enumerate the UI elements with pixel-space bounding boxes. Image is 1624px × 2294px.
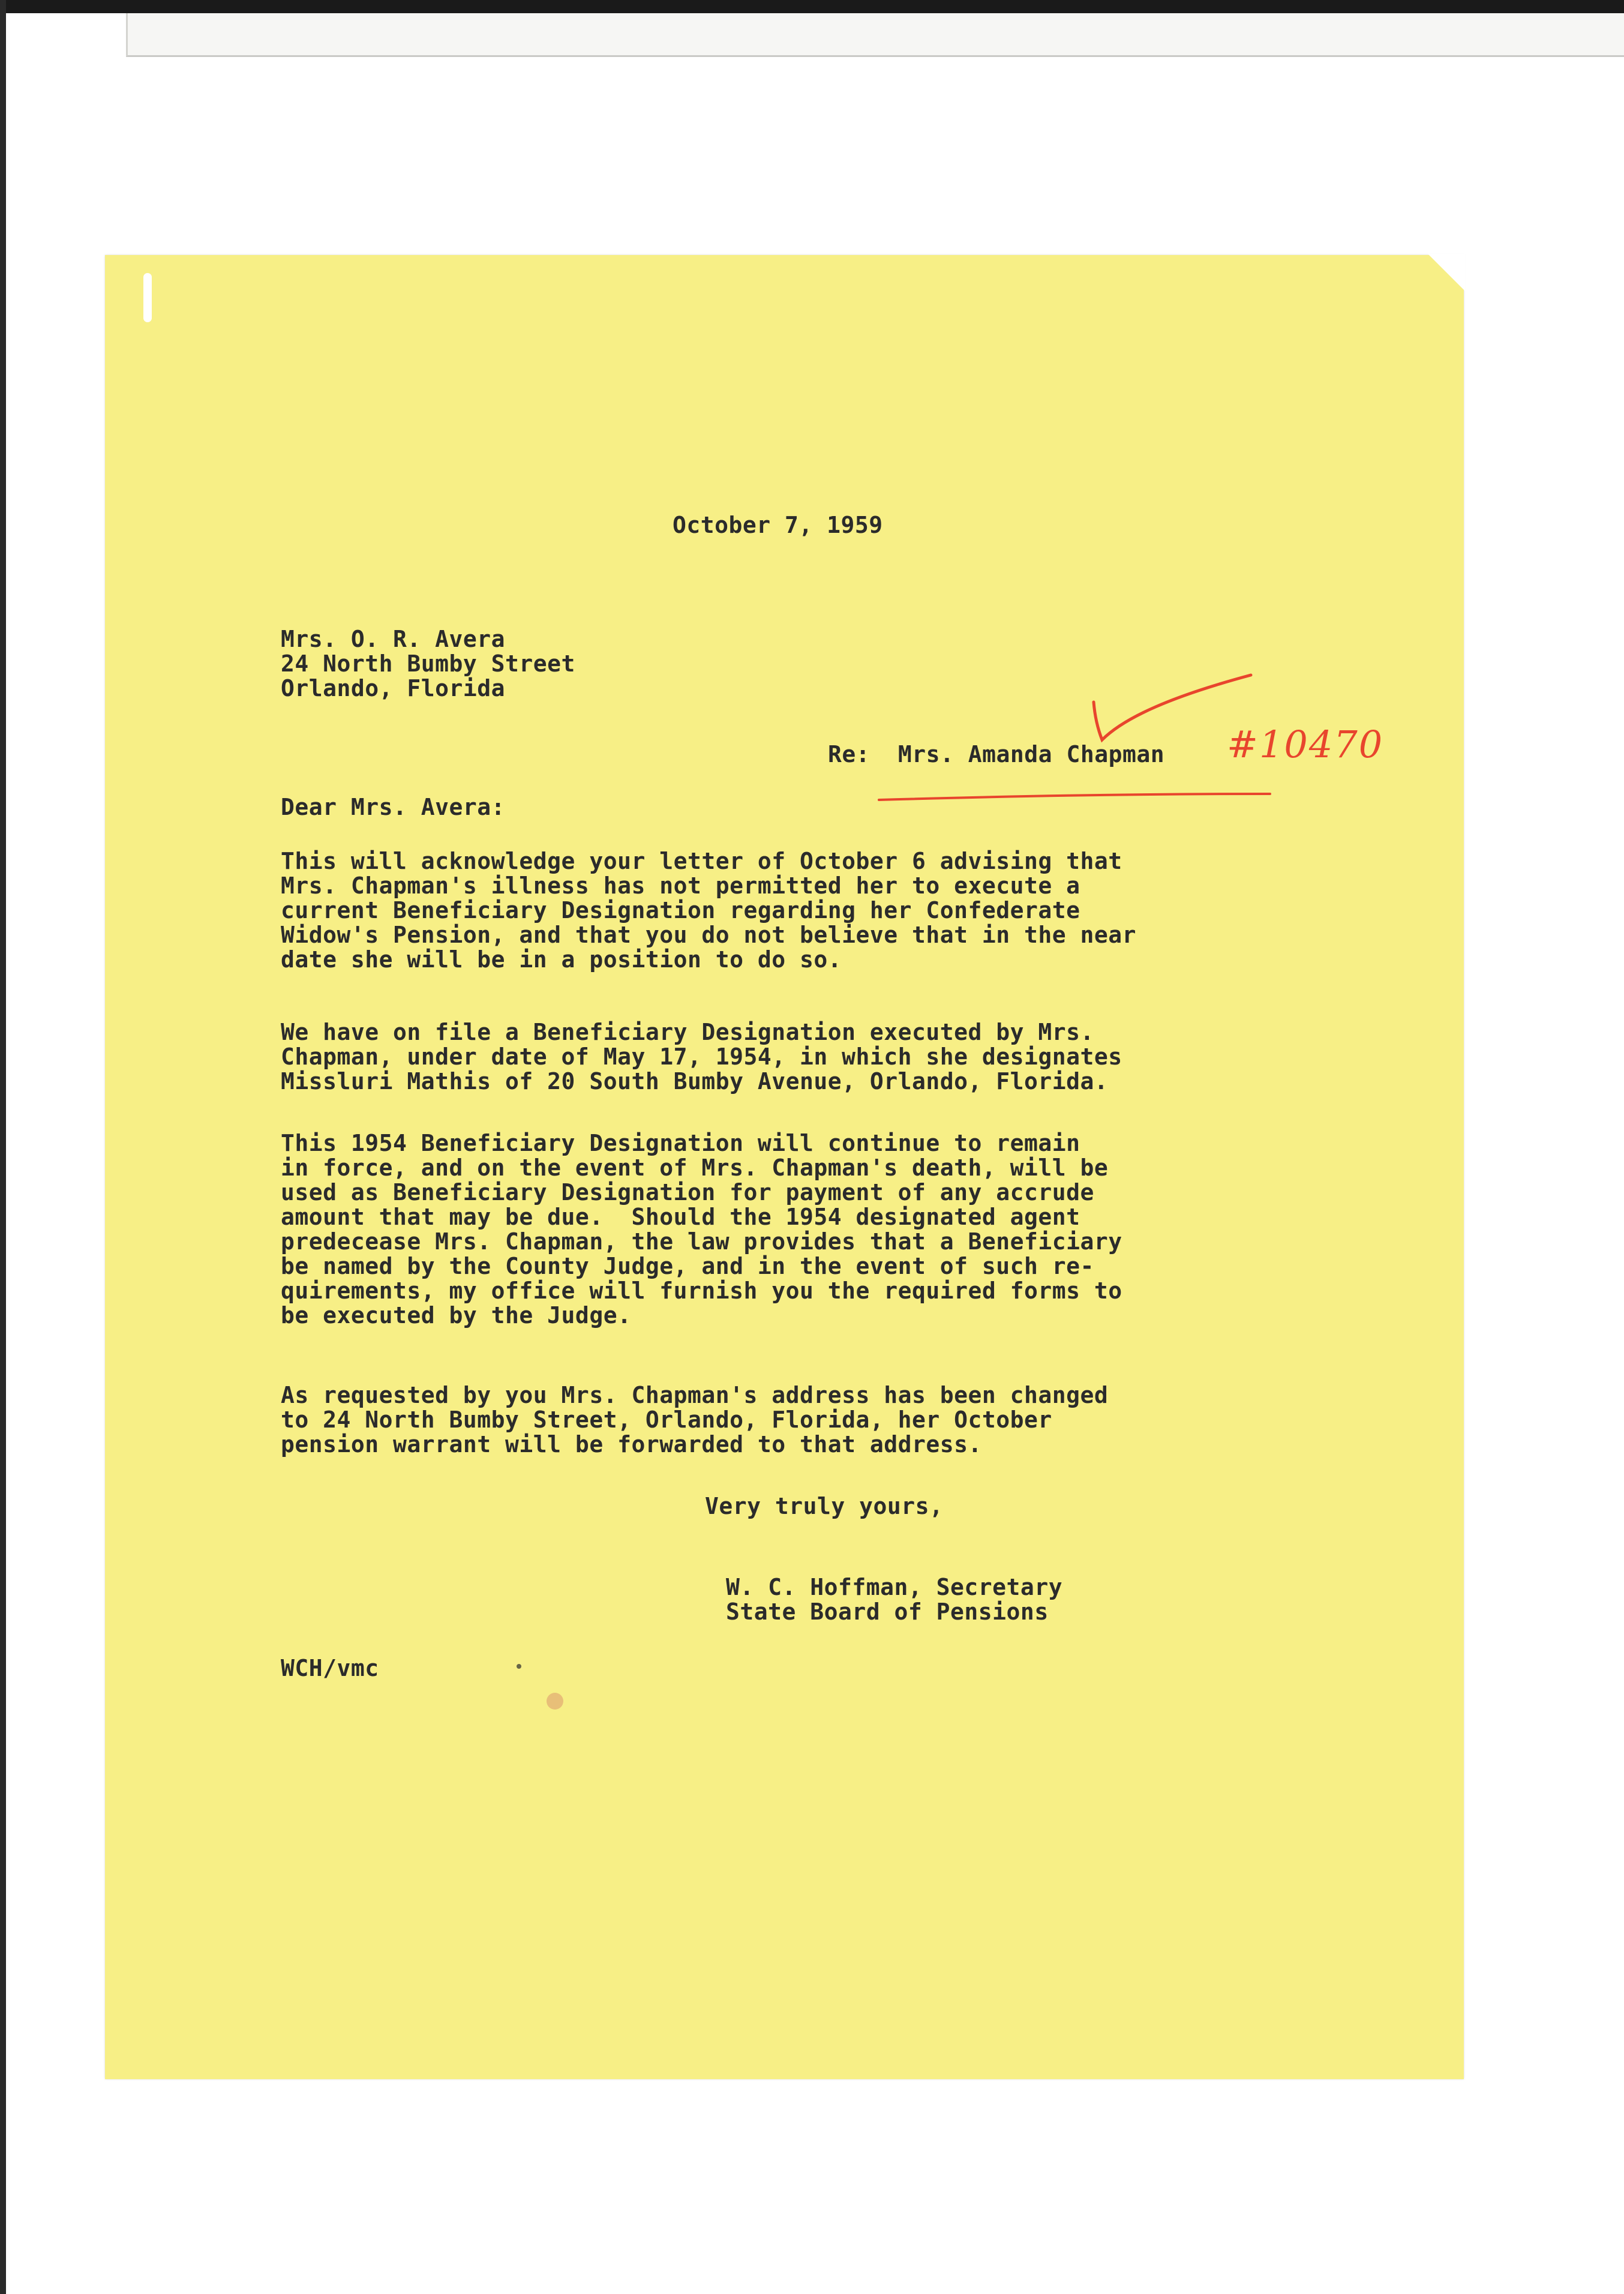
paragraph-1: This will acknowledge your letter of October 6 advising that Mrs. Chapman's illness has not permitted her to execute a current Beneficiary Designation regarding her Confederate Widow's Pension, and that you do not believe that in the near date she will be in a position to do so. [281, 848, 1137, 973]
recipient-city: Orlando, Florida [281, 675, 506, 701]
scanner-edge-left [0, 0, 6, 2294]
re-line [828, 742, 1164, 767]
letter-body [105, 255, 1464, 2079]
closing: Very truly yours, [705, 1493, 944, 1519]
scanner-edge-top [0, 0, 1624, 13]
signer-name: W. C. Hoffman, Secretary [726, 1574, 1063, 1600]
recipient-street: 24 North Bumby Street [281, 650, 575, 677]
signer-org: State Board of Pensions [726, 1599, 1049, 1625]
scanner-paper-strip [126, 13, 1624, 57]
re-subject: Mrs. Amanda Chapman [897, 741, 1165, 767]
letter-sheet [105, 255, 1464, 2079]
re-label: Re: [828, 741, 870, 767]
paragraph-3: This 1954 Beneficiary Designation will continue to remain in force, and on the event of Mrs. Chapman's death, will be used as Beneficiary Designation for payment of any accrude amount that may be due. Should the 1954 designated agent predecease Mrs. Chapman, the law provides that a Beneficiary be named by the County Judge, and in the event of such re- quirements, my office will furnish you the required forms to be executed by the Judge. [281, 1130, 1122, 1329]
recipient-name: Mrs. O. R. Avera [281, 626, 506, 652]
paragraph-2: We have on file a Beneficiary Designation executed by Mrs. Chapman, under date of May 17, 1954, in which she designates Missluri Mathis of 20 South Bumby Avenue, Orlando, Florida. [281, 1019, 1122, 1094]
typist-initials: WCH/vmc [281, 1655, 379, 1681]
salutation: Dear Mrs. Avera: [281, 794, 506, 820]
paragraph-4: As requested by you Mrs. Chapman's address has been changed to 24 North Bumby Street, Orlando, Florida, her October pension warrant will be forwarded to that address. [281, 1382, 1109, 1458]
recipient-address [281, 627, 575, 701]
signature-block [726, 1575, 1062, 1624]
handwritten-case-number: #10470 [1227, 722, 1384, 766]
letter-date: October 7, 1959 [673, 512, 883, 538]
